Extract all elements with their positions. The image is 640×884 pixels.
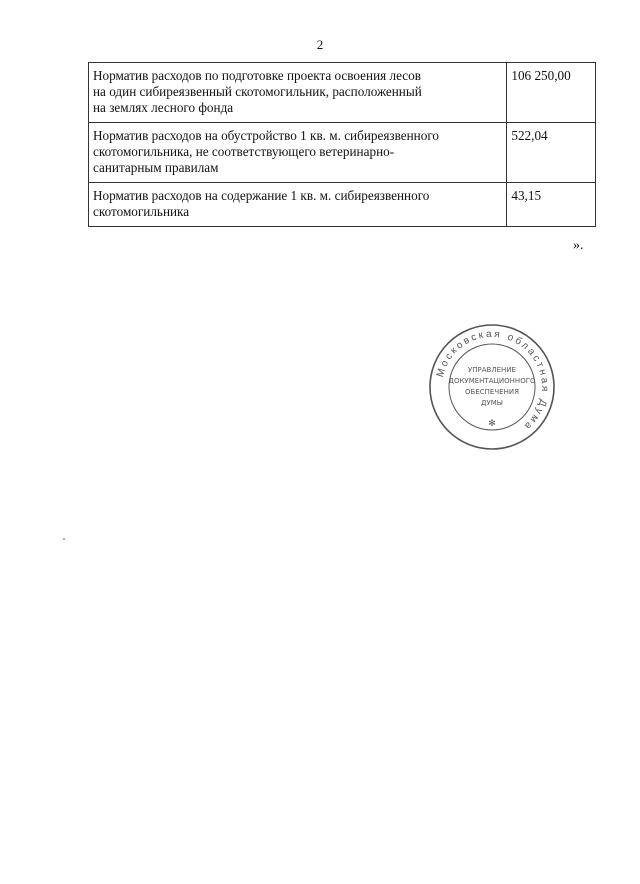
- norm-description: [89, 123, 507, 183]
- stamp-center-line: УПРАВЛЕНИЕ: [468, 366, 516, 374]
- stamp-ring-text: Московская областная Дума: [434, 328, 551, 433]
- norm-value: 522,04: [507, 123, 596, 183]
- scan-speck: [63, 538, 65, 540]
- norm-value: 43,15: [507, 183, 596, 227]
- table-row: [89, 63, 596, 123]
- norm-description: [89, 183, 507, 227]
- norm-value: 106 250,00: [507, 63, 596, 123]
- norm-description-line: на один сибиреязвенный скотомогильник, расположенный: [93, 84, 422, 99]
- norm-description-line: Норматив расходов по подготовке проекта освоения лесов: [93, 68, 421, 83]
- stamp-center-text: [448, 366, 535, 407]
- norms-table: [88, 62, 596, 227]
- table-row: [89, 123, 596, 183]
- stamp-inner-ring: [449, 344, 535, 430]
- stamp-center-line: ОБЕСПЕЧЕНИЯ: [465, 388, 519, 396]
- stamp-center-line: ДУМЫ: [481, 399, 503, 407]
- page-number: 2: [316, 37, 324, 52]
- stamp-star-icon: ✻: [488, 419, 496, 429]
- norm-description-line: санитарным правилам: [93, 160, 219, 175]
- official-stamp: [427, 322, 557, 452]
- norm-description-line: скотомогильника: [93, 204, 190, 219]
- norm-description-line: скотомогильника, не соответствующего ветеринарно-: [93, 144, 395, 159]
- norm-description-line: Норматив расходов на обустройство 1 кв. м. сибиреязвенного: [93, 128, 439, 143]
- norm-description-line: Норматив расходов на содержание 1 кв. м. сибиреязвенного: [93, 188, 430, 203]
- norm-description-line: на землях лесного фонда: [93, 100, 234, 115]
- closing-quote: ».: [573, 238, 584, 253]
- stamp-center-line: ДОКУМЕНТАЦИОННОГО: [448, 377, 536, 385]
- norm-description: [89, 63, 507, 123]
- table-row: [89, 183, 596, 227]
